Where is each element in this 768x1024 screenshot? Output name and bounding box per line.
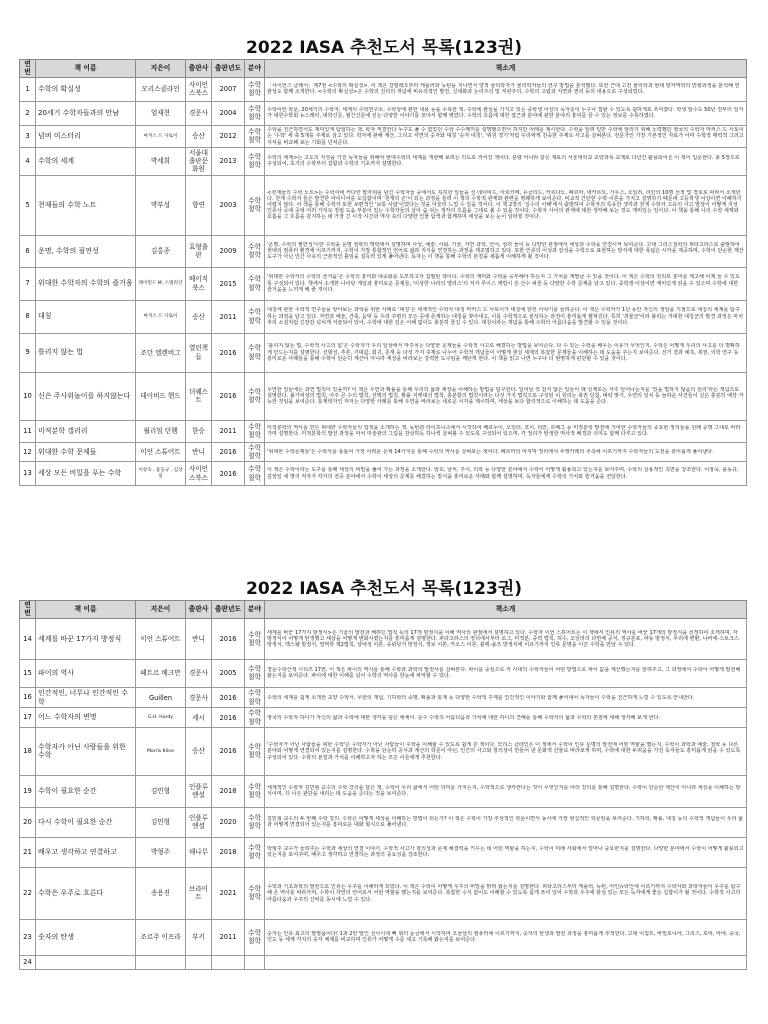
field-name bbox=[245, 955, 265, 969]
book-title bbox=[36, 955, 136, 969]
col-publisher: 출판사 bbox=[186, 601, 212, 619]
publisher-name: 반니 bbox=[186, 618, 212, 659]
book-title: 수학이 필요한 순간 bbox=[36, 775, 136, 807]
publish-year: 2018 bbox=[212, 775, 245, 807]
book-description bbox=[265, 708, 747, 727]
field-name: 수학철학 bbox=[245, 125, 265, 147]
description-text: 대칭에 관한 수학적 연구들을 알아보는 과학을 위한 사례로 '대칭'은 세계적인 수학자 대칭 마커스 드 사토이가 대칭에 얽힌 이야기를 들려준다. 이 책은 수학자가 1년 동안 자신의 생일을 기점으로 대칭의 세계를 탐구하는 과정을 담고 있다. 자연과 예술, 건축, 음악 등 우리 주변의 모든 곳에 존재하는 대칭을 찾아내고, 이를 수학적으로 분석하는 과정이 흥미롭게 펼쳐진다. 특히 '괴물군'이라 불리는 거대한 대칭군의 발견 과정은 마치 추리 소설처럼 긴장감 넘치게 서술되어 있어, 수학에 대한 깊은 이해 없이도 충분히 즐길 수 있다. 대칭이라는 개념을 통해 수학의 아름다움을 발견할 수 있을 것이다. bbox=[267, 307, 744, 326]
author-name: 김민형 bbox=[136, 807, 186, 837]
row-number: 22 bbox=[20, 867, 36, 919]
publish-year: 2016 bbox=[212, 687, 245, 708]
book-title: 위대한 수학자의 수학의 즐거움 bbox=[36, 267, 136, 300]
publish-year: 2016 bbox=[212, 462, 245, 486]
col-description: 책소개 bbox=[265, 601, 747, 619]
publisher-name: 승산 bbox=[186, 300, 212, 333]
publish-year: 2012 bbox=[212, 125, 245, 147]
table-row bbox=[20, 659, 747, 687]
row-number: 9 bbox=[20, 333, 36, 372]
book-description bbox=[265, 919, 747, 955]
table-row bbox=[20, 727, 747, 775]
table-row bbox=[20, 300, 747, 333]
publisher-name: 서울대출판문화원 bbox=[186, 147, 212, 175]
description-text: 우연한 일들에는 과연 법칙이 있을까? 이 책은 우연과 확률을 통해 우리의 삶과 세상을 이해하는 방법을 탐구한다. 일어날 것 같지 않은 일들이 왜 실제로는 자주 일어나는지를 '있을 법하지 않음의 원리'라는 개념으로 설명한다. 불가피성의 법칙, 아주 큰 수의 법칙, 선택의 법칙, 확률 지렛대의 법칙, 충분함의 법칙이라는 다섯 가지 법칙으로 구성된 이 원리는 복권 당첨, 벼락 맞기, 우연의 일치 등 놀라운 사건들이 실은 충분히 예상 가능한 것임을 보여준다. 통계학자인 저자는 다양한 사례를 통해 우연을 바라보는 새로운 시각을 제시하며, 세상을 보다 합리적으로 이해하는 데 도움을 준다. bbox=[267, 386, 744, 406]
field-name: 수학철학 bbox=[245, 372, 265, 420]
row-number: 17 bbox=[20, 708, 36, 727]
table-row bbox=[20, 618, 747, 659]
publisher-name bbox=[186, 955, 212, 969]
description-text: 이 책은 수학이라는 도구를 통해 세상의 비밀을 풀어 가는 과정을 소개한다. 암호, 날씨, 주식, 의학 등 다양한 분야에서 수학이 어떻게 활용되고 있는지를 보여주며, 수학의 실용적인 측면을 강조한다. 이창욱, 윤동규, 김상일 세 명의 저자가 각자의 전공 분야에서 수학이 세상의 문제를 해결하는 방식을 흥미로운 사례와 함께 설명하며, 독자들에게 수학의 가치와 즐거움을 전달한다. bbox=[267, 467, 739, 480]
author-name: 조던 엘렌버그 bbox=[136, 333, 186, 372]
col-description: 책소개 bbox=[265, 60, 747, 78]
table-row bbox=[20, 442, 747, 461]
publisher-name: 경문사 bbox=[186, 101, 212, 125]
table-row bbox=[20, 147, 747, 175]
author-name: 이언 스튜어트 bbox=[136, 442, 186, 461]
author-name: 모리스클라인 bbox=[136, 77, 186, 101]
book-title: 배우고 생각하고 연결하고 bbox=[36, 837, 136, 867]
table-row bbox=[20, 462, 747, 486]
publish-year: 2016 bbox=[212, 727, 245, 775]
field-name: 수학철학 bbox=[245, 837, 265, 867]
row-number: 15 bbox=[20, 659, 36, 687]
author-name: 송용진 bbox=[136, 867, 186, 919]
col-book: 책 이름 bbox=[36, 601, 136, 619]
row-number: 8 bbox=[20, 300, 36, 333]
publisher-name: 승산 bbox=[186, 727, 212, 775]
description-text: '위대한 수학문제들'은 수학사를 통틀어 가장 어려운 문제 14가지를 통해 수학의 역사를 살펴보는 책이다. 페르마의 마지막 정리에서 푸앵카레의 추측에 이르기까지 수학자들의 도전을 흥미롭게 풀어낸다. bbox=[267, 448, 714, 455]
row-number: 24 bbox=[20, 955, 36, 969]
book-title: 넘버 미스터리 bbox=[36, 125, 136, 147]
row-number: 1 bbox=[20, 77, 36, 101]
book-description bbox=[265, 175, 747, 235]
book-description bbox=[265, 267, 747, 300]
publisher-name: 해나무 bbox=[186, 837, 212, 867]
author-name: 박부성 bbox=[136, 175, 186, 235]
table-row bbox=[20, 175, 747, 235]
author-name: 이언 스튜어트 bbox=[136, 618, 186, 659]
field-name: 수학철학 bbox=[245, 807, 265, 837]
row-number: 10 bbox=[20, 372, 36, 420]
table-row bbox=[20, 333, 747, 372]
table-row bbox=[20, 77, 747, 101]
publisher-name: 부키 bbox=[186, 919, 212, 955]
publish-year: 2009 bbox=[212, 235, 245, 267]
description-text: 수학이란 학문, 20세기의 수학자, 세계의 수학연구소, 수학상에 관한 내용 등을 수록한 책. 수학에 관심을 가지고 있는 중학생 이상의 독자층이 누구나 접할 수 있도록 쉽하게로 쓰여졌다. 학생 알수도 50년 전부터 일자가 대한수학회 뉴스레터, 대학신문, 월간신문에 싣는 다양한 이야기를 모아서 함께 엮었다. 수학의 흐름에 대한 접근과 분야에 관한 분야의 흥미를 끌 수 있는 정보를 수록하였다. bbox=[267, 107, 744, 120]
table-row bbox=[20, 867, 747, 919]
author-name: 마커스 드 사토이 bbox=[136, 300, 186, 333]
row-number: 14 bbox=[20, 618, 36, 659]
row-number: 20 bbox=[20, 807, 36, 837]
field-name: 수학철학 bbox=[245, 267, 265, 300]
table-row bbox=[20, 420, 747, 442]
book-title: 수학자가 아닌 사람들을 위한 수학 bbox=[36, 727, 136, 775]
publisher-name: 승산 bbox=[186, 125, 212, 147]
description-text: 영국의 수학자 하디가 자신의 삶과 수학에 대한 생각을 담은 에세이. 순수 수학의 아름다움과 가치에 대한 하디의 견해를 통해 수학자의 삶과 수학의 본질에 대해 생각해 보게 한다. bbox=[267, 714, 661, 721]
row-number: 2 bbox=[20, 101, 36, 125]
publish-year: 2018 bbox=[212, 837, 245, 867]
publisher-name: 인플루엔셜 bbox=[186, 807, 212, 837]
publisher-name: 베이직북스 bbox=[186, 267, 212, 300]
description-text: '수학자가 아닌 사람들을 위한 수학'은 수학자가 아닌 사람들이 수학을 이해할 수 있도록 쉽게 쓴 책이다. 모리스 클라인은 이 책에서 수학이 인류 문명의 발전에 어떤 역할을 했는지, 수학이 과학과 예술, 철학 등 다른 분야와 어떻게 연결되어 있는지를 설명한다. 수학을 단순히 공식과 계산의 학문이 아닌, 인간의 사고와 창의성이 만들어 낸 문화적 산물로 바라보게 하며, 수학에 대한 두려움을 가진 독자들도 흥미롭게 읽을 수 있도록 구성되어 있다. 수학의 본질과 가치를 이해하고자 하는 모든 이들에게 추천한다. bbox=[267, 742, 741, 761]
book-description bbox=[265, 300, 747, 333]
table-row bbox=[20, 708, 747, 727]
book-description bbox=[265, 618, 747, 659]
author-name: 윌리엄 던햄 bbox=[136, 420, 186, 442]
col-year: 출판년도 bbox=[212, 601, 245, 619]
table-row bbox=[20, 125, 747, 147]
publisher-name: 경문사 bbox=[186, 659, 212, 687]
publish-year bbox=[212, 955, 245, 969]
author-name: 페트르 베크만 bbox=[136, 659, 186, 687]
field-name: 수학철학 bbox=[245, 333, 265, 372]
description-text: 「사이언스 클래식」제7권 <수학의 확실성>. 이 책은 갈릴레오부터 케플러와 뉴턴을 지나면서 양적 물리학자가 물리학자들의 연구 방법을 분석했다. 또한 근대 고전 물리학과 현대 양자역학의 반광과정을 분석해 연관성도 함께 소개한다. <수학의 확실성>은 수학의 진리의 개념에 비유리적인 발전, 실대화과 논리주의 및 직관주의, 수학의 고립과 지면과 권리 등의 내용으로 구성되었다. bbox=[267, 83, 740, 96]
book-title: 수학은 우주로 흐른다 bbox=[36, 867, 136, 919]
col-author: 지은이 bbox=[136, 60, 186, 78]
table-row bbox=[20, 919, 747, 955]
book-title: 다시 수학이 필요한 순간 bbox=[36, 807, 136, 837]
table-row bbox=[20, 687, 747, 708]
publish-year: 2011 bbox=[212, 300, 245, 333]
author-name: 이창욱 . 윤동규 . 김상일 bbox=[136, 462, 186, 486]
field-name: 수학철학 bbox=[245, 462, 265, 486]
publish-year: 2016 bbox=[212, 333, 245, 372]
table-row bbox=[20, 235, 747, 267]
field-name: 수학철학 bbox=[245, 687, 265, 708]
field-name: 수학철학 bbox=[245, 618, 265, 659]
author-name: 박세희 bbox=[136, 147, 186, 175]
row-number: 3 bbox=[20, 125, 36, 147]
description-text: <천재들의 수학 노트>는 수학사에 커다란 발자취를 남긴 수학자들 중에서도 특히한 일들을 선 데이비드, 아르키메, 유클리드, 카르다노, 페르마, 데카르트, 가우스, 오일러, 리만의 10명 선정 및 경로로 따라서 소개한다. 천재 수학자 들은 발견한 아이디어를 도입함이며 '천재의 손'이 되는 과정을 들려 이 책의 수학적 관계와 관련을 명쾌하게 보여준다. 비교적 간단한 수학 이론을 가지고 설명하기 때문에 고등학생 이상이면 이해하기 어렵지 않다. 이 책을 통해 수학자 또한 보편적인 '보통 사람'이었다는 것을 아울러 느낄 수 있을 것이다. 이 책 2장의 '실수의 이해'에서 출발하여 수학자의 특유한 생각과 천재 수학자 고유의 사고 발상이 어떻게 지성 인류사 곳에 곳에 여러 가지로 정립 도움 부분이 있는 수학자들의 살아 숨 쉬는 생각의 흐름을 그대로 볼 수 있을 것이다. 수학자 사이의 관계에 대한 생각해 보는 것도 재미있는 일이다. 이 책을 통해 나의 수학 세계와 호흡을 그 흐름을 감지하는 데 가장 긴 시작 시간과 역사 속의 다양한 인물 탐색과 함께하여 세상을 보는 눈이 달라질 것이다. bbox=[267, 189, 742, 221]
row-number: 23 bbox=[20, 919, 36, 955]
book-table bbox=[19, 59, 747, 486]
book-title: 미적분학 갤러리 bbox=[36, 420, 136, 442]
table-row bbox=[20, 955, 747, 969]
field-name: 수학철학 bbox=[245, 708, 265, 727]
table-row bbox=[20, 807, 747, 837]
book-description bbox=[265, 659, 747, 687]
table-header bbox=[20, 60, 747, 78]
row-number: 12 bbox=[20, 442, 36, 461]
field-name: 수학철학 bbox=[245, 775, 265, 807]
row-number: 5 bbox=[20, 175, 36, 235]
table-row bbox=[20, 267, 747, 300]
description-text: '틀리지 않는 법, 수학적 사고의 힘'은 수학자가 우리 일상에서 마주치는 다양한 문제들을 수학적 사고로 해결하는 방법을 보여준다. 다 수 있는 수학을 배우는 이유가 무엇인지, 수학은 어떻게 우리의 사고를 더 명확하게 만드는지를 설명한다. 선형성, 추론, 기대값, 회귀, 존재 등 다섯 가지 주제로 나누어 수학적 개념들이 어떻게 현실 세계의 복잡한 문제들을 이해하는 데 도움을 주는지 보여준다. 선거 결과 예측, 복권, 의학 연구 등 흥미로운 사례들을 통해 수학이 단순히 계산이 아니라 세상을 바라보는 강력한 도구임을 깨닫게 한다. 이 책을 읽고 나면 누구나 더 현명하게 판단할 수 있을 것이다. bbox=[267, 343, 740, 362]
publish-year: 2015 bbox=[212, 267, 245, 300]
publish-year: 2013 bbox=[212, 147, 245, 175]
book-description bbox=[265, 462, 747, 486]
field-name: 수학철학 bbox=[245, 727, 265, 775]
description-text: 수학과 기초과학의 발전으로 인류는 우주를 이해하게 되었다. 이 책은 수학이 어떻게 우주의 비밀을 밝혀 왔는지를 설명한다. 피타고라스부터 케플러, 뉴턴, 아인슈타인에 이르기까지 수학자와 과학자들이 우주를 탐구해 온 역사를 따라가며, 수학이 자연의 언어로서 어떤 역할을 했는지를 보여준다. 복잡한 수식 없이도 이해할 수 있도록 쉽게 쓰여 있어 수학과 우주에 관심 있는 모든 독자에게 좋은 길잡이가 될 것이다. 수학적 사고의 아름다움과 우주의 신비를 동시에 느낄 수 있다. bbox=[267, 884, 741, 903]
publisher-name: 효형출판 bbox=[186, 235, 212, 267]
col-publisher: 출판사 bbox=[186, 60, 212, 78]
book-description bbox=[265, 125, 747, 147]
row-number: 18 bbox=[20, 727, 36, 775]
col-no: 연번 bbox=[20, 60, 36, 78]
book-title: 세계를 바꾼 17가지 방정식 bbox=[36, 618, 136, 659]
author-name bbox=[136, 955, 186, 969]
row-number: 11 bbox=[20, 420, 36, 442]
author-name: 김민형 bbox=[136, 775, 186, 807]
book-title: 숫자의 탄생 bbox=[36, 919, 136, 955]
description-text: 수학의 세계를 쉽게 소개한 교양 수학서. 무한의 개념, 기하학의 증명, 확률과 통계 등 다양한 수학적 주제를 인간적인 이야기와 함께 풀어내어 독자들이 수학을 친근하게 느낄 수 있도록 안내한다. bbox=[267, 694, 695, 701]
publisher-name: 더퀘스트 bbox=[186, 372, 212, 420]
book-title: 신은 주사위놀이를 하지않는다 bbox=[36, 372, 136, 420]
author-name: Morris Kline bbox=[136, 727, 186, 775]
table-header bbox=[20, 601, 747, 619]
description-text: 수학의 세계>는 고도의 지성을 가진 독자들을 위해야 현대수학의 세계를 개관해 보려는 의도로 씌어진 책이다. 분량 어나라 같은 재료의 서울대학교 교양과목 교재로 다년간 활용되어온 이 책이 입문한다. 총 5장으로 구성되어, 초기의 수학부터 집합과 수학의 기초까지 설명한다. bbox=[267, 155, 740, 168]
field-name: 수학철학 bbox=[245, 101, 265, 125]
author-name: 엄재현 bbox=[136, 101, 186, 125]
author-name: 레이먼드 M. 스멀리언 bbox=[136, 267, 186, 300]
book-title: 천재들의 수학 노트 bbox=[36, 175, 136, 235]
row-number: 16 bbox=[20, 687, 36, 708]
publish-year: 2003 bbox=[212, 175, 245, 235]
publish-year: 2011 bbox=[212, 919, 245, 955]
publisher-name: 반니 bbox=[186, 442, 212, 461]
book-title: 어느 수학자의 변명 bbox=[36, 708, 136, 727]
table-row bbox=[20, 775, 747, 807]
publisher-name: 사이언스북스 bbox=[186, 77, 212, 101]
book-title: 틀리지 않는 법 bbox=[36, 333, 136, 372]
publish-year: 2004 bbox=[212, 101, 245, 125]
book-description bbox=[265, 442, 747, 461]
col-book: 책 이름 bbox=[36, 60, 136, 78]
row-number: 7 bbox=[20, 267, 36, 300]
book-title: 수학의 확실성 bbox=[36, 77, 136, 101]
publish-year: 2005 bbox=[212, 659, 245, 687]
row-number: 19 bbox=[20, 775, 36, 807]
book-description bbox=[265, 955, 747, 969]
description-text: 세계적인 수학자 김민형 교수의 수학 강의를 담은 책. 수학이 우리 삶에서 어떤 의미를 가지는지, 수학적으로 생각한다는 것이 무엇인지를 여러 강의를 통해 설명한다. 수학이 단순한 계산이 아니라 세상을 이해하는 방식이며, 더 나은 판단을 내리는 데 도움을 준다는 것을 보여준다. bbox=[267, 785, 741, 798]
table-row bbox=[20, 837, 747, 867]
field-name: 수학철학 bbox=[245, 420, 265, 442]
author-name: 박형주 bbox=[136, 837, 186, 867]
row-number: 4 bbox=[20, 147, 36, 175]
book-description bbox=[265, 235, 747, 267]
table-row bbox=[20, 372, 747, 420]
page-title: 2022 IASA 추천도서 목록(123권) bbox=[246, 38, 522, 58]
book-title: 수학의 세계 bbox=[36, 147, 136, 175]
publish-year: 2016 bbox=[212, 708, 245, 727]
publish-year: 2016 bbox=[212, 618, 245, 659]
book-description bbox=[265, 687, 747, 708]
author-name: 데이비드 핸드 bbox=[136, 372, 186, 420]
field-name: 수학철학 bbox=[245, 442, 265, 461]
field-name: 수학철학 bbox=[245, 147, 265, 175]
field-name: 수학철학 bbox=[245, 235, 265, 267]
publisher-name: 열린책들 bbox=[186, 333, 212, 372]
table-row bbox=[20, 101, 747, 125]
book-description bbox=[265, 372, 747, 420]
book-description bbox=[265, 333, 747, 372]
publish-year: 2016 bbox=[212, 442, 245, 461]
book-description bbox=[265, 77, 747, 101]
publisher-name: 인플루엔셜 bbox=[186, 775, 212, 807]
col-author: 지은이 bbox=[136, 601, 186, 619]
book-description bbox=[265, 837, 747, 867]
book-description bbox=[265, 867, 747, 919]
publish-year: 2011 bbox=[212, 420, 245, 442]
book-description bbox=[265, 727, 747, 775]
description-text: '운명, 수학의 필연성'이란 수학을 운명 철학의 맥락에서 설명하며 사상, 예술, 사회, 기술, 자연 과학, 언어, 심리 놀이 등 다양한 관점에서 세상과 수학을 연결시켜 보여준다. 고대 그리스철학의 피타고라스로 출발하여 현대의 컴퓨터 환경에 이르기까지, 수학이 가장 통합적인 언어로 삶과 지식을 연결하는 과정을 재조명하고 있다. 또한 인류의 이성과 감성을 수학으로 표현하는 방식에 대한 폭넓은 시각을 제공하며, 수학이 단순한 계산 도구가 아닌 인간 사유의 근본적인 틀임을 설득력 있게 풀어낸다. 독자는 이 책을 통해 수학의 본질을 새롭게 이해하게 될 것이다. bbox=[267, 241, 744, 261]
field-name: 수학철학 bbox=[245, 300, 265, 333]
description-text: 김민형 교수의 두 번째 수학 강의. 수학은 어떻게 세상을 이해하는 방법이 되는가? 이 책은 수학이 가장 추상적인 학문이면서 동시에 가장 현실적인 학문임을 보여준다. 기하학, 확률, 대칭 등의 수학적 개념들이 우리 삶과 어떻게 연결되어 있는지를 흥미로운 대화 형식으로 풀어낸다. bbox=[267, 816, 744, 829]
author-name: G.H. Hardy bbox=[136, 708, 186, 727]
publisher-name: 세시 bbox=[186, 708, 212, 727]
book-title: 인간적인, 너무나 인간적인 수학 bbox=[36, 687, 136, 708]
author-name: 마커스 드 사토이 bbox=[136, 125, 186, 147]
publish-year: 2020 bbox=[212, 807, 245, 837]
col-field: 분야 bbox=[245, 601, 265, 619]
page-title: 2022 IASA 추천도서 목록(123권) bbox=[246, 579, 522, 599]
field-name: 수학철학 bbox=[245, 77, 265, 101]
publisher-name: 사이언스북스 bbox=[186, 462, 212, 486]
publisher-name: 한승 bbox=[186, 420, 212, 442]
description-text: '위대한 수학자의 수학의 즐거움'은 수학의 흥미와 대중화를 도모하고자 집필된 책이다. 수학의 재미와 수학을 공부해야 하는지 그 가치를 재발굴 수 있을 것이다. 이 책은 수학의 원리로 흥미를 제고해 이제 들 수 있도록 구성되어 있다. 책에서 소개한 나이탕 게임과 흥미로운 문제들, '이상한 나라의 앨리스'의 저자 루이스 캐럴이 쓴 산수 퍼즐 등 다양한 수학 문제를 담고 있다. 중학생 이상이면 재미있게 읽을 수 있으며 수학에 대한 즐거움을 느끼게 해 줄 것이다. bbox=[267, 274, 740, 293]
author-name: 조르주 이프라 bbox=[136, 919, 186, 955]
col-no: 연번 bbox=[20, 601, 36, 619]
author-name: Guillen bbox=[136, 687, 186, 708]
description-text: 박형주 교수가 들려주는 수학과 세상의 연결 이야기. 수학적 사고가 창의성과 문제 해결력을 키우는 데 어떤 역할을 하는지, 수학이 미래 사회에서 얼마나 중요한지를 설명한다. 다양한 분야에서 수학이 어떻게 활용되고 있는지를 보여주며, 배우고 생각하고 연결하는 과정의 중요성을 강조한다. bbox=[267, 846, 744, 859]
description-text: 세계를 바꾼 17가지 방정식>은 기울의 발전과 해려던 법칙 등의 17개 방정식을 이해 역사의 관점에서 설명하고 있다. 수학자 이언 스튜어트는 이 책에서 인류의 역사를 바꾼 17개의 방정식을 선정하여 소개하며, 각 방정식이 어떻게 탄생했고 세상을 어떻게 변화시켰는지를 흥미롭게 설명한다. 피타고라스의 정리에서부터 로그, 미적분, 중력 법칙, 허수, 오일러의 다면체 공식, 정규분포, 파동 방정식, 푸리에 변환, 나비에-스토크스 방정식, 맥스웰 방정식, 열역학 제2법칙, 상대성 이론, 슈뢰딩거 방정식, 정보 이론, 카오스 이론, 블랙-숄즈 방정식에 이르기까지 인류 문명을 이끈 수학을 만날 수 있다. bbox=[267, 629, 739, 649]
publish-year: 2007 bbox=[212, 77, 245, 101]
publish-year: 2016 bbox=[212, 372, 245, 420]
field-name: 수학철학 bbox=[245, 175, 265, 235]
description-text: 숫자는 인류 최고의 발명품이다! 1과 2란 말인 선사시대 뼈 위의 눈금에서 시작하여 오늘날의 컴퓨터에 이르기까지, 숫자의 탄생과 발전 과정을 흥미롭게 추적한다. 고대 이집트, 바빌로니아, 그리스, 로마, 마야, 중국, 인도 등 세계 각지의 숫자 체계를 비교하며 인류가 어떻게 수를 세고 기록해 왔는지를 보여준다. bbox=[267, 931, 741, 944]
description-text: 경문수학산책 시리즈 17권. 이 책은 파이의 역사를 통해 수학과 과학의 발전사를 살펴본다. 파이를 중심으로 각 시대의 수학자들이 어떤 방법으로 파이 값을 계산했는지를 알려주고, 그 과정에서 수학이 어떻게 발전해 왔는지를 보여준다. 파이에 대한 이해를 넘어 수학의 역사를 한눈에 파악할 수 있다. bbox=[267, 667, 741, 680]
book-title: 운명, 수학의 필연성 bbox=[36, 235, 136, 267]
book-description bbox=[265, 101, 747, 125]
book-description bbox=[265, 147, 747, 175]
description-text: 수학을 친근하면서도 재미있게 탐험하는 책. 학자 직결한다 누구도 풀 수 없었던 수학 수수께끼를 설명했으면서 하지만 아래를 제시한다. 수학을 알려 일반 수학에 알리기 위해 노력했던 영국의 수학자 마커스 드 사토이는 '수학' 세 축 5개를 주제로 삼고 있다. 학자에 관해 계산, 그리고 자연의 숫자와 대칭 '숫자 대칭', '위원 경기'처럼 우리에게 친숙한 주제로 사고를 살펴본다. 전문가인 가장 기본적인 자료가 아마 수학적 매력적 그리고 지식을 비교해 보는 기회를 던져준다. bbox=[267, 127, 744, 146]
publisher-name: 브라이트 bbox=[186, 867, 212, 919]
field-name: 수학철학 bbox=[245, 919, 265, 955]
book-title: 세상 모든 비밀을 푸는 수학 bbox=[36, 462, 136, 486]
book-title: 대칭 bbox=[36, 300, 136, 333]
description-text: 미적분학의 역사를 만든 위대한 수학자들의 업적을 소개하는 책. 뉴턴과 라이프니츠에서 시작하여 베르누이, 오일러, 코시, 리만, 르베그 등 미적분학 발전에 기여한 수학자들의 중요한 정리들을 원래 증명 그대로 따라가며 설명한다. 미적분학의 발전 과정을 마치 미술관의 그림을 감상하듯 하나씩 살펴볼 수 있도록 구성되어 있으며, 각 정리가 탄생한 역사적 배경과 의미도 함께 다루고 있다. bbox=[267, 424, 741, 438]
row-number: 6 bbox=[20, 235, 36, 267]
col-field: 분야 bbox=[245, 60, 265, 78]
book-table bbox=[19, 600, 747, 970]
book-title: 위대한 수학 문제들 bbox=[36, 442, 136, 461]
col-year: 출판년도 bbox=[212, 60, 245, 78]
row-number: 13 bbox=[20, 462, 36, 486]
book-title: 20세기 수학자들과의 만남 bbox=[36, 101, 136, 125]
row-number: 21 bbox=[20, 837, 36, 867]
book-description bbox=[265, 775, 747, 807]
book-description bbox=[265, 807, 747, 837]
book-title: 파이의 역사 bbox=[36, 659, 136, 687]
publish-year: 2021 bbox=[212, 867, 245, 919]
book-description bbox=[265, 420, 747, 442]
field-name: 수학철학 bbox=[245, 659, 265, 687]
field-name: 수학철학 bbox=[245, 867, 265, 919]
publisher-name: 경문사 bbox=[186, 687, 212, 708]
author-name: 김홍종 bbox=[136, 235, 186, 267]
publisher-name: 향연 bbox=[186, 175, 212, 235]
